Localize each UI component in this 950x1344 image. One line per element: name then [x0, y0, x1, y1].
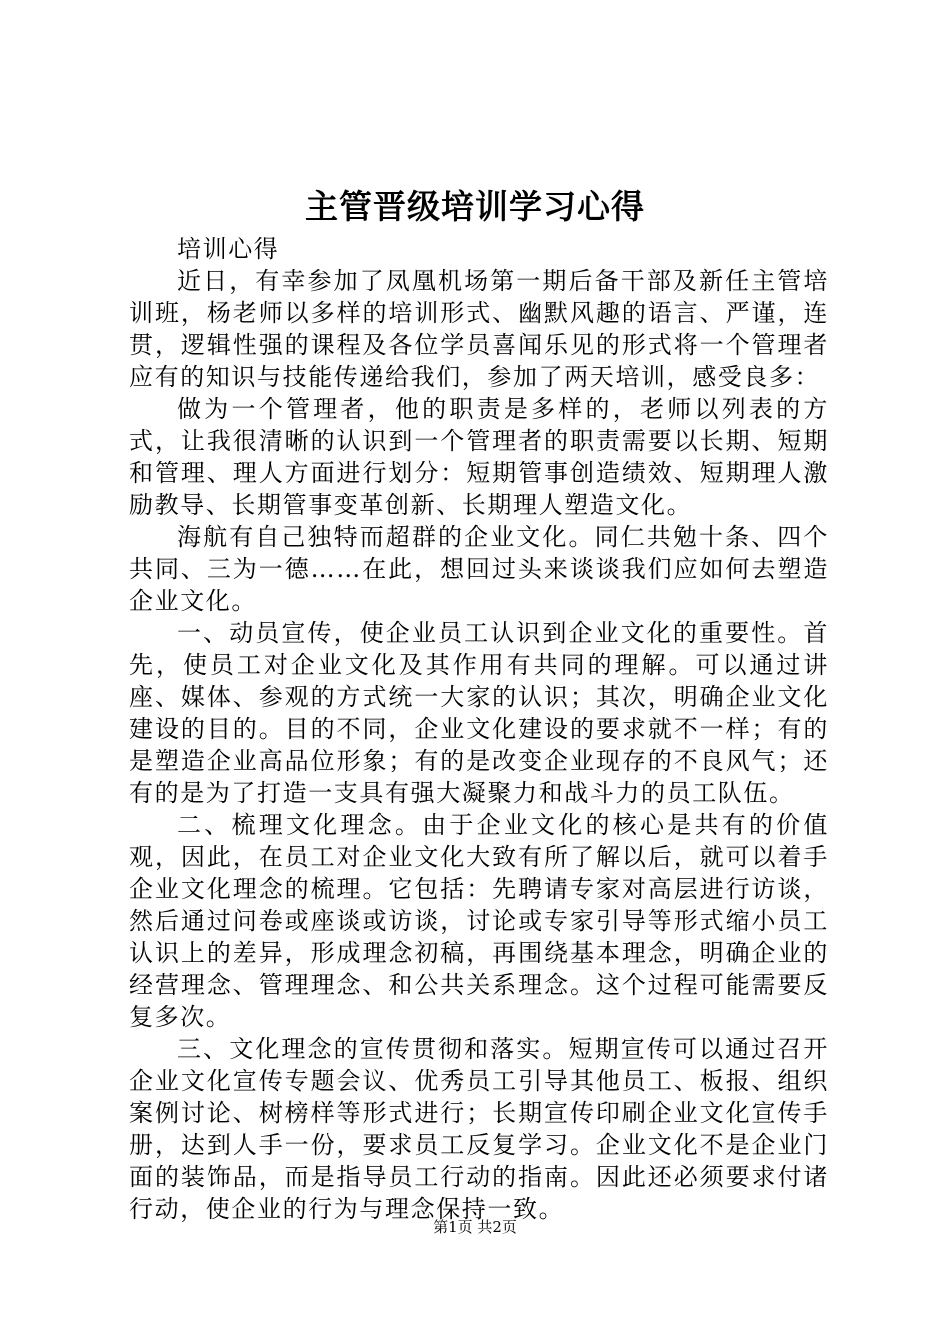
paragraph-intro: 近日，有幸参加了凤凰机场第一期后备干部及新任主管培训班，杨老师以多样的培训形式、幽默风趣的语言、严谨，连贯，逻辑性强的课程及各位学员喜闻乐见的形式将一个管理者应有的知识与技能传递给我们，参加了两天培训，感受良多：: [129, 267, 829, 391]
document-body: [129, 233, 829, 1225]
paragraph-hna-culture: 海航有自己独特而超群的企业文化。同仁共勉十条、四个共同、三为一德……在此，想回过头来谈谈我们应如何去塑造企业文化。: [129, 523, 829, 615]
page-footer: 第1页 共2页: [433, 1218, 517, 1236]
document-title: 主管晋级培训学习心得: [305, 187, 645, 226]
paragraph-point-one: 一、动员宣传，使企业员工认识到企业文化的重要性。首先，使员工对企业文化及其作用有共同的理解。可以通过讲座、媒体、参观的方式统一大家的认识；其次，明确企业文化建设的目的。目的不同，企业文化建设的要求就不一样；有的是塑造企业高品位形象；有的是改变企业现存的不良风气；还有的是为了打造一支具有强大凝聚力和战斗力的员工队伍。: [129, 619, 829, 807]
paragraph-point-three: 三、文化理念的宣传贯彻和落实。短期宣传可以通过召开企业文化宣传专题会议、优秀员工引导其他员工、板报、组织案例讨论、树榜样等形式进行；长期宣传印刷企业文化宣传手册，达到人手一份，要求员工反复学习。企业文化不是企业门面的装饰品，而是指导员工行动的指南。因此还必须要求付诸行动，使企业的行为与理念保持一致。: [129, 1035, 829, 1223]
paragraph-manager-duties: 做为一个管理者，他的职责是多样的，老师以列表的方式，让我很清晰的认识到一个管理者的职责需要以长期、短期和管理、理人方面进行划分：短期管事创造绩效、短期理人激励教导、长期管事变革创新、长期理人塑造文化。: [129, 395, 829, 519]
paragraph-point-two: 二、梳理文化理念。由于企业文化的核心是共有的价值观，因此，在员工对企业文化大致有所了解以后，就可以着手企业文化理念的梳理。它包括：先聘请专家对高层进行访谈，然后通过问卷或座谈或访谈，讨论或专家引导等形式缩小员工认识上的差异，形成理念初稿，再围绕基本理念，明确企业的经营理念、管理理念、和公共关系理念。这个过程可能需要反复多次。: [129, 811, 829, 1031]
paragraph-heading: 培训心得: [177, 235, 280, 263]
